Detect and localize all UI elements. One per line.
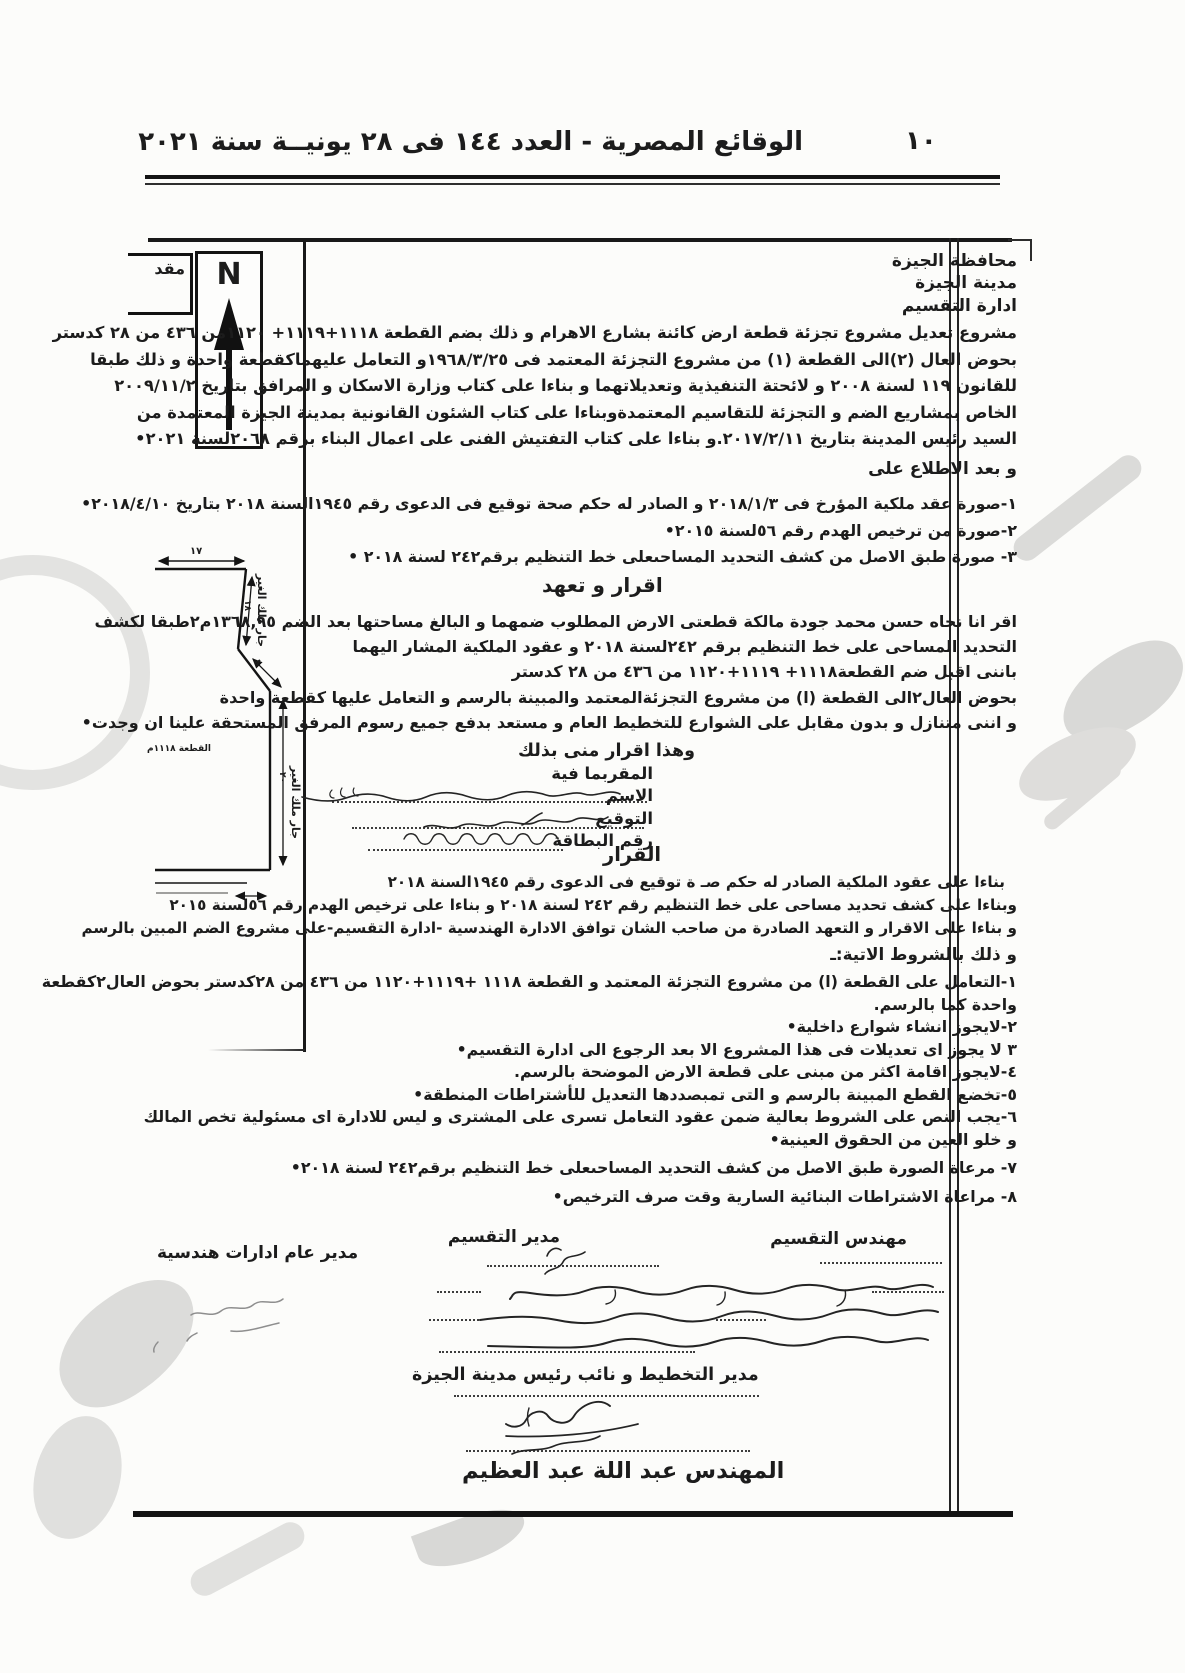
pledge-line: بحوض العال٢الى القطعة (ا) من مشروع التجزئةالمعتمد والمبينة بالرسم و التعامل عليها كقطعة واحدة xyxy=(219,687,1017,707)
decision-line: وبناءا على كشف تحديد مساحى على خط التنظيم رقم ٢٤٢ لسنة ٢٠١٨ و بناءا على ترخيص الهدم رقم ٥٦لسنة ٢٠١٥ xyxy=(169,896,1017,915)
decision-title: القرار xyxy=(603,843,662,866)
header-rule xyxy=(145,175,1000,185)
scale-label: مقد xyxy=(154,259,185,278)
gazette-header-title: الوقائع المصرية - العدد ١٤٤ فى ٢٨ يونيــة سنة ٢٠٢١ xyxy=(138,127,803,157)
dim-top-label: ١٧ xyxy=(190,546,203,557)
review-item: ١-صورة عقد ملكية المؤرخ فى ٢٠١٨/١/٣ و الصادر له حكم صحة توقيع فى الدعوى رقم ١٩٤٥السنة ٢٠١٨ بتاريخ ٢٠١٨/٤/١٠• xyxy=(81,494,1017,513)
condition-line: ٣ لا يجوز اى تعديلات فى هذا المشروع الا بعد الرجوع الى ادارة التقسيم• xyxy=(456,1039,1017,1059)
pledge-line: التحديد المساحى على خط التنظيم برقم ٢٤٢لسنة ٢٠١٨ و عقود الملكية المشار اليهما xyxy=(352,637,1017,657)
intro-line: للقانون ١١٩ لسنة ٢٠٠٨ و لائحتة التنفيذية وتعديلاتهما و بناءا على كتاب وزارة الاسكان و المرافق بتاريخ ٢٠٠٩/١١/٢ xyxy=(114,376,1017,396)
letterhead-line: محافظة الجيزة xyxy=(891,251,1017,271)
handwriting-dotted-line xyxy=(429,1319,479,1321)
terms-lead: و ذلك بالشروط الاتية:ـ xyxy=(830,944,1017,964)
dim-right-lower-label: ٢٠ xyxy=(277,772,287,783)
condition-line: ٥-تخضع القطع المبينة بالرسم و التى تمبصددها التعديل للأشتراطات المنطقة• xyxy=(413,1084,1017,1104)
pledge-line: اقر انا نجاه حسن محمد جودة مالكة قطعتى الارض المطلوب ضمهما و البالغ مساحتها بعد الضم ١٣٦٨,٩٥م٢طبقا لكشف xyxy=(94,612,1017,631)
approved-engineer-name: المهندس عبد اللة عبد العظيم xyxy=(462,1458,785,1484)
neighbor-label-lower: جار ملك الغير xyxy=(289,766,302,840)
pledge-closing: وهذا اقرار منى بذلك xyxy=(518,741,696,761)
condition-line: ٧- مرعاة الصورة طبق الاصل من كشف التحديد المساحىعلى خط التنظيم برقم٢٤٢ لسنة ٢٠١٨• xyxy=(290,1158,1017,1177)
pledge-line: و اننى متنازل و بدون مقابل على الشوارع للتخطيط العام و مستعد بدفع جميع رسوم المرفق المستحقة علينا ان وجدت• xyxy=(81,712,1017,732)
decision-line: و بناءا على الاقرار و التعهد الصادرة من صاحب الشان توافق الادارة الهندسية -ادارة التقسيم-على مشروع الضم المبين بالرسم xyxy=(81,919,1017,938)
handwriting-dotted-line xyxy=(437,1291,481,1293)
handwriting-dotted-line xyxy=(439,1351,695,1353)
neighbor-label-upper: جار ملك الغير xyxy=(255,574,268,648)
field-label-id: رقم البطاقة xyxy=(552,831,653,851)
condition-line: و خلو العين من الحقوق العينية• xyxy=(769,1129,1017,1149)
conditions-list xyxy=(42,971,1017,1208)
engineer-dotted-line xyxy=(820,1262,942,1264)
intro-line: السيد رئيس المدينة بتاريخ ٢٠١٧/٢/١١.و بناءا على كتاب التفتيش الفنى على اعمال البناء برقم ٢٠٦٨لسنة ٢٠٢١• xyxy=(135,429,1017,449)
dim-right-upper-label: ١٨ xyxy=(242,600,252,611)
pledge-title: اقرار و تعهد xyxy=(542,573,663,597)
north-letter: N xyxy=(216,257,242,292)
gazette-page-number: ١٠ xyxy=(905,126,937,156)
decision-paragraph xyxy=(81,871,1017,941)
parcel-label: القطعة ١١١٨م xyxy=(147,744,211,754)
planning-dotted-line xyxy=(454,1395,759,1397)
watermark-blob xyxy=(20,1406,134,1549)
intro-line: بحوض العال (٢)الى القطعة (١) من مشروع التجزئة المعتمد فى ١٩٦٨/٣/٢٥و التعامل عليهماكقطعة واحدة و ذلك طبقا xyxy=(90,349,1017,369)
letterhead-line: ادارة التقسيم xyxy=(901,295,1017,316)
planning-dotted-line xyxy=(466,1450,750,1452)
letterhead-line: مدينة الجيزة xyxy=(915,273,1017,294)
signature-title-planning-manager: مدير التخطيط و نائب رئيس مدينة الجيزة xyxy=(412,1365,759,1385)
field-label-name: الاسم xyxy=(605,786,653,806)
doc-box-bottom-border xyxy=(133,1511,1013,1517)
intro-paragraph xyxy=(53,320,1017,453)
party-heading: المقربما فية xyxy=(551,764,653,783)
watermark-blob xyxy=(37,1259,218,1426)
decision-line: بناءا على عقود الملكية الصادر له حكم صـ ة توقيع فى الدعوى رقم ١٩٤٥السنة ٢٠١٨ xyxy=(387,873,1005,891)
signature-title-general-manager: مدير عام ادارات هندسية xyxy=(157,1243,359,1263)
id-dotted-line xyxy=(368,849,563,851)
condition-line: ٦-يجب النص على الشروط بعالية ضمن عقود التعامل تسرى على المشترى و ليس للادارة اى مسئولية تخص المالك xyxy=(143,1107,1017,1126)
scale-box xyxy=(128,253,193,315)
signature-title-division-manager: مدير التقسيم xyxy=(447,1227,560,1247)
handwriting-dotted-line xyxy=(716,1319,766,1321)
intro-line: مشروع تعديل مشروع تجزئة قطعة ارض كائنة بشارع الاهرام و ذلك بضم القطعة ١١١٨+١١١٩+ ١١٢٠من ٤٣٦ من ٢٨ كدستر xyxy=(52,323,1017,342)
watermark-stroke xyxy=(1008,450,1146,566)
review-item: ٢-صورة من ترخيص الهدم رقم ٥٦لسنة ٢٠١٥• xyxy=(664,520,1017,540)
declarant-fields xyxy=(551,763,653,853)
pledge-line: باننى اقبل ضم القطعة١١١٨+ ١١١٩+١١٢٠ من ٤٣٦ من ٢٨ كدستر xyxy=(511,662,1017,682)
letterhead xyxy=(892,250,1017,317)
condition-line: ٨- مراعاة الاشتراطات البنائية السارية وقت صرف الترخيص• xyxy=(552,1186,1017,1206)
manager-dotted-line xyxy=(487,1265,659,1267)
field-label-signature: التوقيع xyxy=(595,808,653,828)
condition-line: ١-التعامل على القطعة (ا) من مشروع التجزئة المعتمد و القطعة ١١١٨ +١١١٩+١١٢٠ من ٤٣٦ من ٢٨كدستر بحوض العال٢كقطعة xyxy=(41,972,1017,991)
pledge-paragraph xyxy=(82,609,1017,735)
handwriting-dotted-line xyxy=(872,1291,944,1293)
review-lead: و بعد الاطلاع على xyxy=(868,459,1017,479)
condition-line: ٤-لايجوز اقامة اكثر من مبنى على قطعة الارض الموضحة بالرسم. xyxy=(514,1062,1017,1081)
dim-diagonal-label: ٨ xyxy=(251,657,263,668)
signature-title-engineer: مهندس التقسيم xyxy=(770,1229,907,1249)
watermark-stroke xyxy=(186,1517,310,1600)
doc-box-top-border xyxy=(148,238,1012,242)
condition-line: واحدة كما بالرسم. xyxy=(873,994,1017,1014)
condition-line: ٢-لايجوز انشاء شوارع داخلية• xyxy=(786,1017,1017,1036)
review-item: ٣- صورة طبق الاصل من كشف التحديد المساحىعلى خط التنظيم برقم٢٤٢ لسنة ٢٠١٨ • xyxy=(348,547,1017,567)
review-items xyxy=(81,491,1017,571)
intro-line: الخاص بمشاريع الضم و التجزئة للتقاسيم المعتمدةوبناءا على كتاب الشئون القانونية بمدينة الجيزة المعتمدة من xyxy=(136,402,1017,422)
